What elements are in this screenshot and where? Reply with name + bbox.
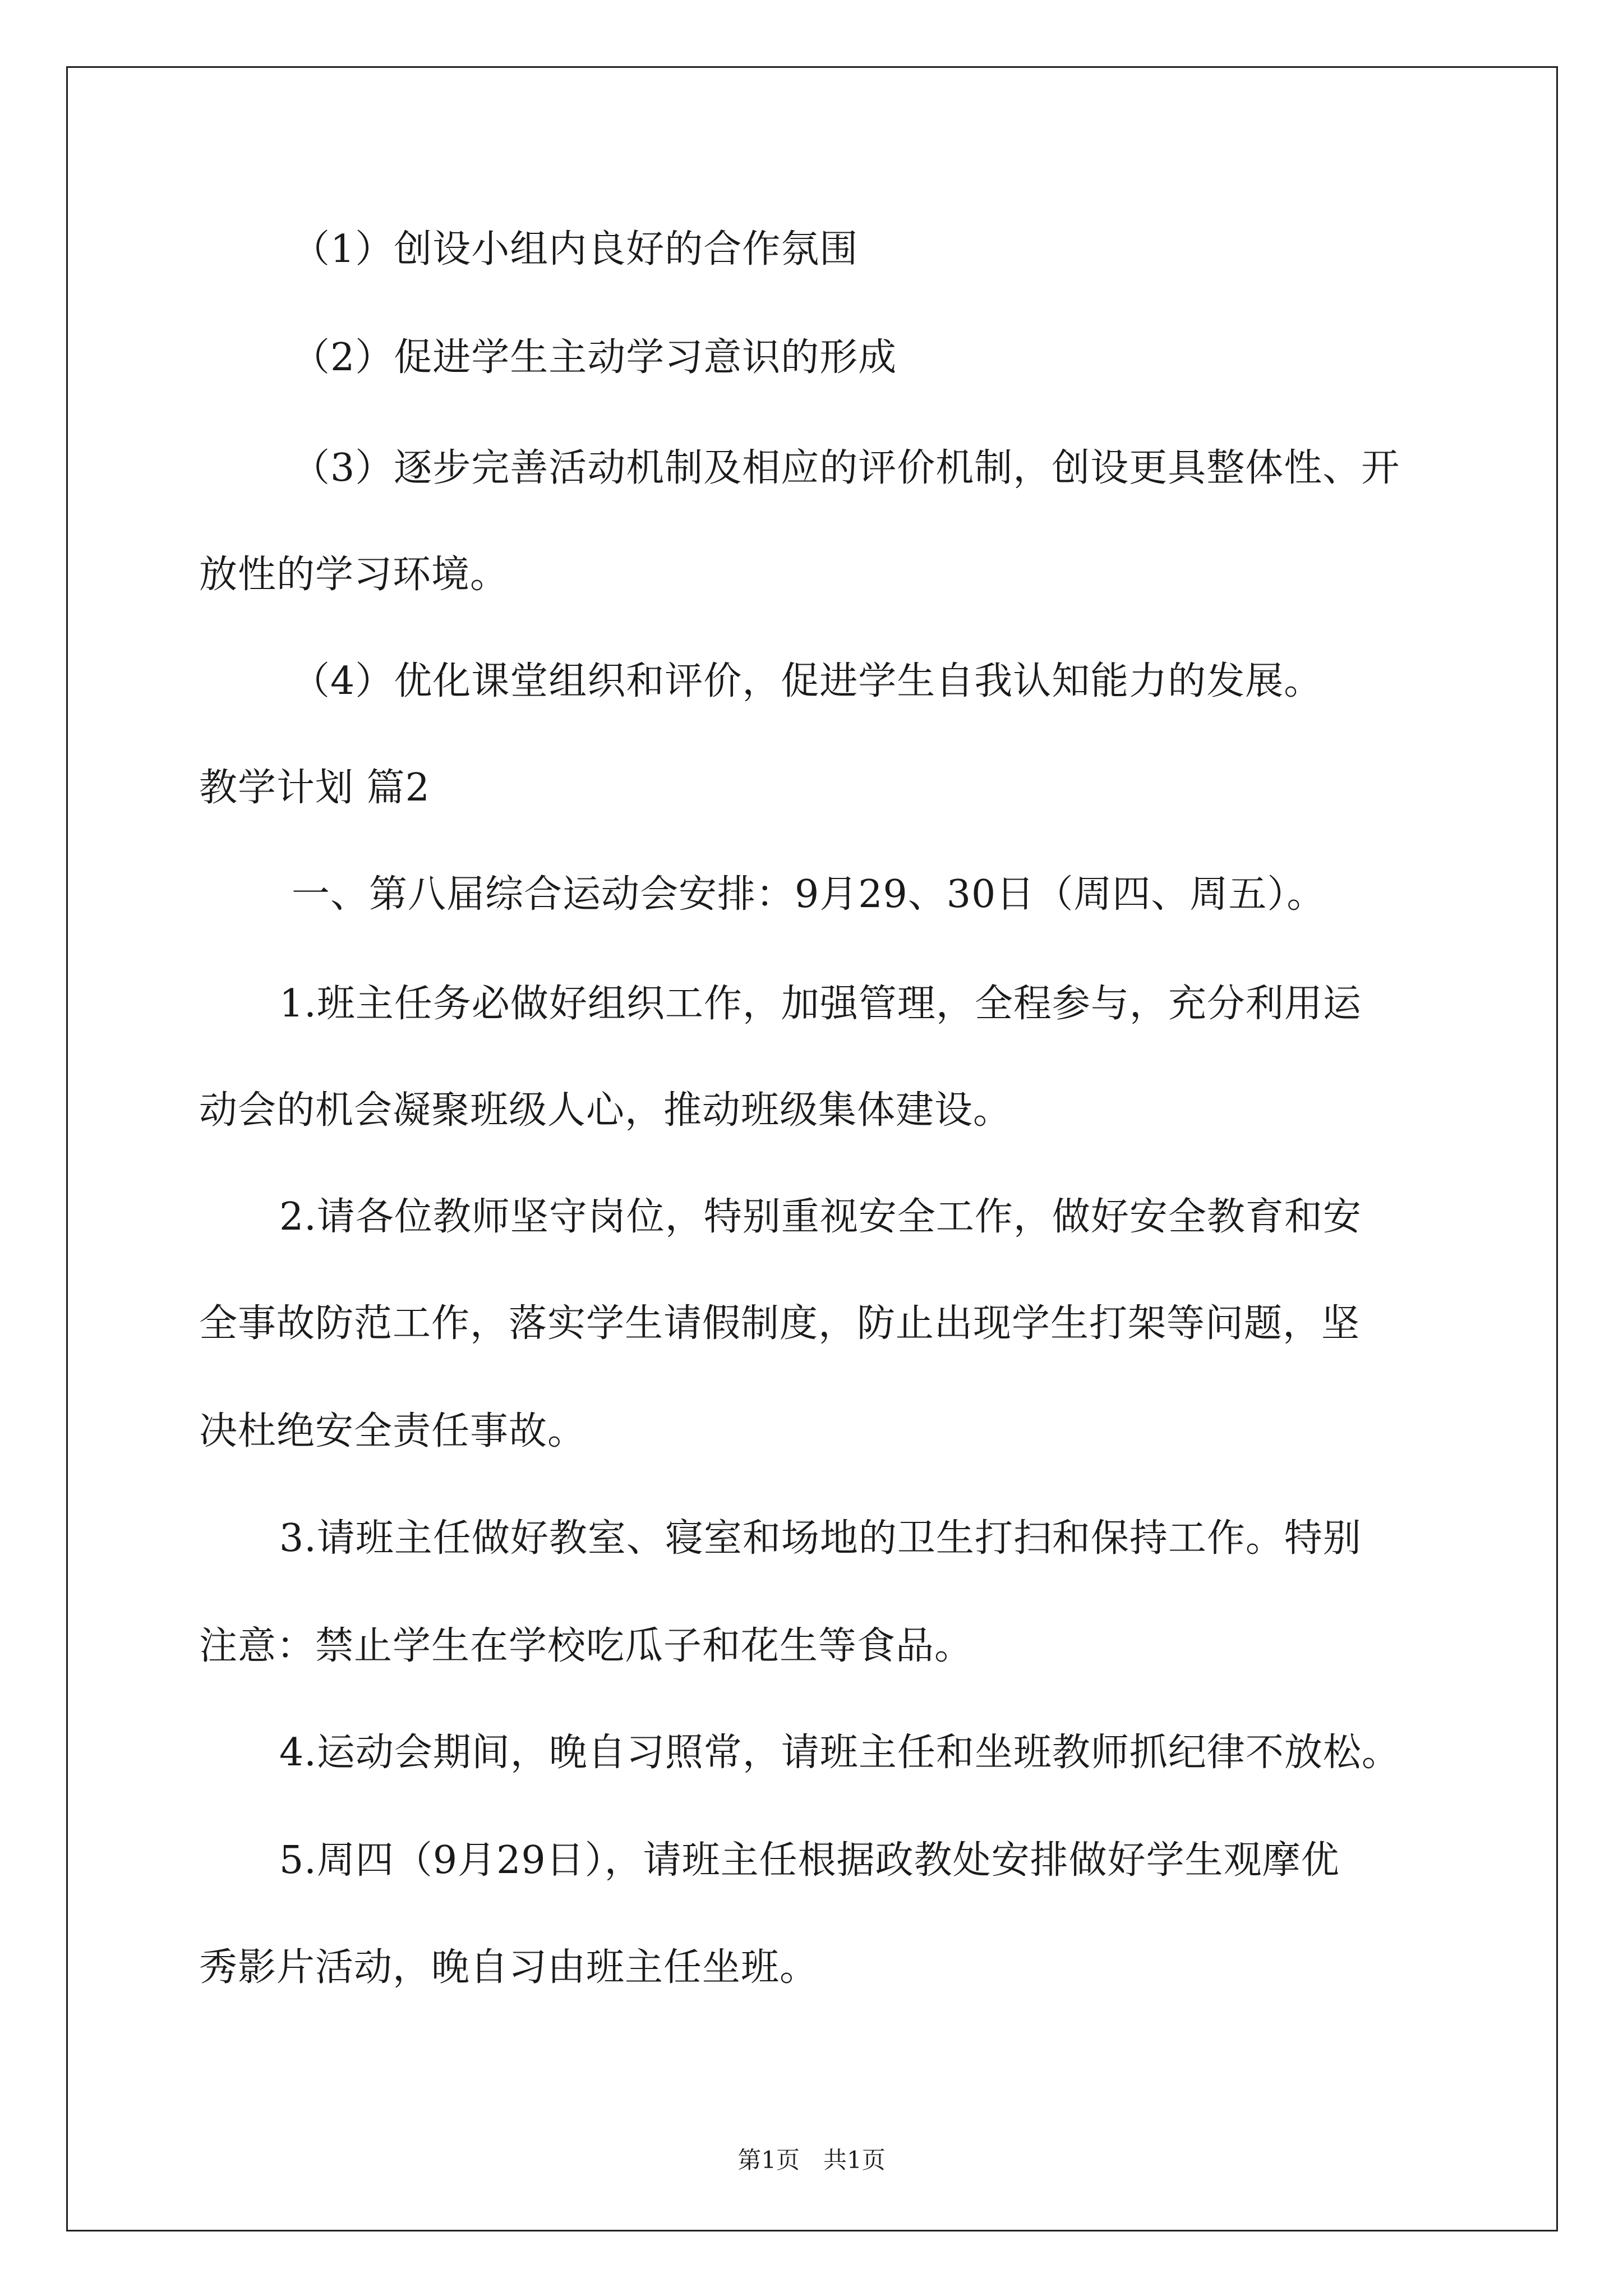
item-5-continued: 秀影片活动，晚自习由班主任坐班。 (199, 1945, 819, 1990)
list-item-4: （4）优化课堂组织和评价，促进学生自我认知能力的发展。 (292, 659, 1323, 703)
item-3: 3.请班主任做好教室、寝室和场地的卫生打扫和保持工作。特别 (279, 1516, 1362, 1561)
item-3-continued: 注意：禁止学生在学校吃瓜子和花生等食品。 (199, 1624, 974, 1668)
item-4: 4.运动会期间，晚自习照常，请班主任和坐班教师抓纪律不放松。 (279, 1731, 1400, 1775)
item-2-continued-b: 决杜绝安全责任事故。 (199, 1409, 587, 1453)
list-item-3: （3）逐步完善活动机制及相应的评价机制，创设更具整体性、开 (292, 446, 1400, 490)
section-heading: 教学计划 篇2 (199, 766, 430, 810)
item-1-continued: 动会的机会凝聚班级人心，推动班级集体建设。 (199, 1088, 1012, 1133)
list-item-3-continued: 放性的学习环境。 (199, 553, 509, 597)
item-5: 5.周四（9月29日），请班主任根据政教处安排做好学生观摩优 (279, 1838, 1340, 1883)
page-footer: 第1页 共1页 (737, 2146, 886, 2174)
item-2-continued-a: 全事故防范工作，落实学生请假制度，防止出现学生打架等问题，坚 (199, 1301, 1361, 1346)
page-border (66, 66, 1558, 2231)
list-item-1: （1）创设小组内良好的合作氛围 (292, 227, 859, 272)
item-2: 2.请各位教师坚守岗位，特别重视安全工作，做好安全教育和安 (279, 1195, 1362, 1239)
list-item-2: （2）促进学生主动学习意识的形成 (292, 335, 897, 380)
paragraph-sports-meeting: 一、第八届综合运动会安排：9月29、30日（周四、周五）。 (292, 872, 1326, 917)
item-1: 1.班主任务必做好组织工作，加强管理，全程参与，充分利用运 (279, 982, 1362, 1026)
